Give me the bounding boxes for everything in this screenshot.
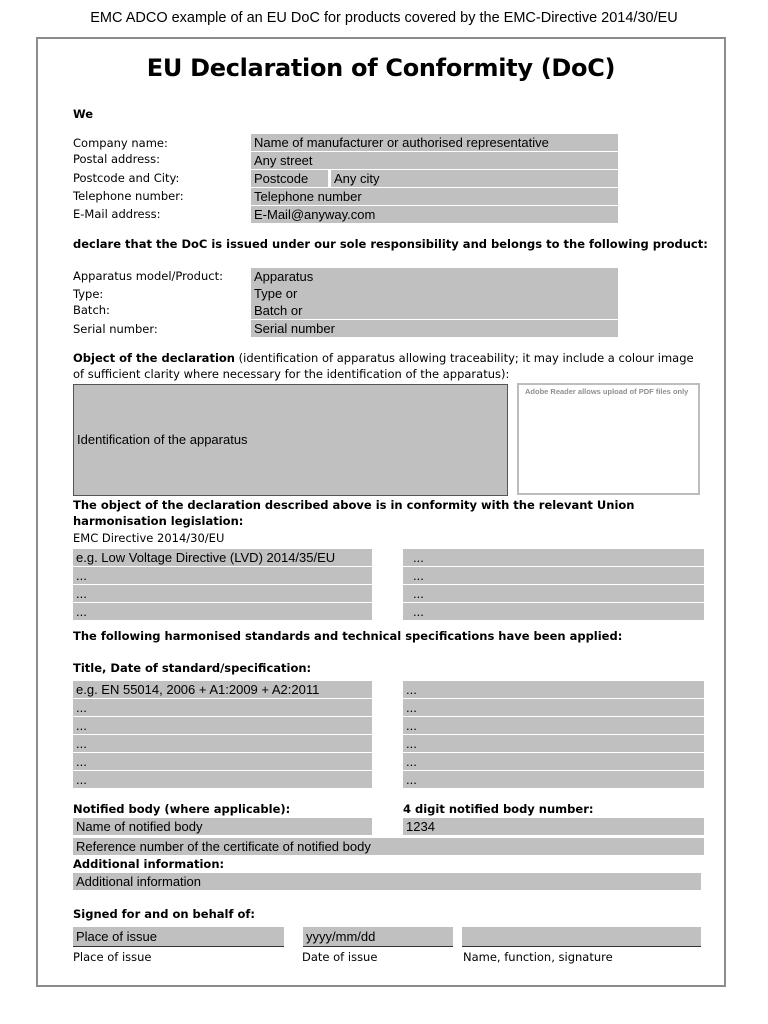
object-description: (identification of apparatus allowing traceability; it may include a colour image of sufficient clarity where necessary for the identification of the apparatus): xyxy=(73,351,694,381)
notified-body-label: Notified body (where applicable): xyxy=(73,802,291,816)
additional-info-field[interactable]: Additional information xyxy=(73,873,701,890)
city-field[interactable]: Any city xyxy=(331,170,618,187)
batch-field[interactable]: Batch or xyxy=(251,302,618,319)
postcode-city-label: Postcode and City: xyxy=(73,171,180,185)
notified-number-field[interactable]: 1234 xyxy=(403,818,704,835)
standard-field-right[interactable]: ... xyxy=(403,735,704,752)
we-label: We xyxy=(73,107,94,121)
legislation-field-right[interactable]: ... xyxy=(403,549,704,566)
email-field[interactable]: E-Mail@anyway.com xyxy=(251,206,618,223)
legislation-field[interactable]: e.g. Low Voltage Directive (LVD) 2014/35/EU xyxy=(73,549,372,566)
legislation-field-right[interactable]: ... xyxy=(403,603,704,620)
standard-field[interactable]: ... xyxy=(73,771,372,788)
company-name-label: Company name: xyxy=(73,136,168,150)
standard-field[interactable]: ... xyxy=(73,699,372,716)
date-of-issue-field[interactable]: yyyy/mm/dd xyxy=(303,927,453,947)
standard-field[interactable]: ... xyxy=(73,717,372,734)
standards-heading: The following harmonised standards and technical specifications have been applied: xyxy=(73,629,623,643)
notified-number-label: 4 digit notified body number: xyxy=(403,802,594,816)
place-caption: Place of issue xyxy=(73,950,152,964)
upload-note: Adobe Reader allows upload of PDF files only xyxy=(525,387,689,396)
legislation-field[interactable]: ... xyxy=(73,567,372,584)
batch-label: Batch: xyxy=(73,303,110,317)
notified-body-field[interactable]: Name of notified body xyxy=(73,818,372,835)
standard-field[interactable]: e.g. EN 55014, 2006 + A1:2009 + A2:2011 xyxy=(73,681,372,698)
place-of-issue-field[interactable]: Place of issue xyxy=(73,927,284,947)
document-header: EMC ADCO example of an EU DoC for products covered by the EMC-Directive 2014/30/EU xyxy=(90,10,678,26)
image-upload-box[interactable] xyxy=(517,383,700,495)
object-heading: Object of the declaration xyxy=(73,351,235,365)
signature-field[interactable] xyxy=(462,927,701,947)
serial-field[interactable]: Serial number xyxy=(251,320,618,337)
postal-address-field[interactable]: Any street xyxy=(251,152,618,169)
legislation-field[interactable]: ... xyxy=(73,603,372,620)
date-caption: Date of issue xyxy=(302,950,378,964)
page-title: EU Declaration of Conformity (DoC) xyxy=(146,54,616,82)
telephone-field[interactable]: Telephone number xyxy=(251,188,618,205)
serial-label: Serial number: xyxy=(73,322,158,336)
type-label: Type: xyxy=(73,287,104,301)
standards-title-label: Title, Date of standard/specification: xyxy=(73,661,312,675)
email-label: E-Mail address: xyxy=(73,207,161,221)
additional-info-label: Additional information: xyxy=(73,857,225,871)
emc-directive: EMC Directive 2014/30/EU xyxy=(73,531,225,545)
type-field[interactable]: Type or xyxy=(251,285,618,302)
apparatus-label: Apparatus model/Product: xyxy=(73,269,223,283)
declare-text: declare that the DoC is issued under our sole responsibility and belongs to the following product: xyxy=(73,237,708,251)
standard-field-right[interactable]: ... xyxy=(403,699,704,716)
object-paragraph xyxy=(73,350,701,382)
standard-field-right[interactable]: ... xyxy=(403,771,704,788)
telephone-label: Telephone number: xyxy=(73,189,184,203)
identification-field[interactable]: Identification of the apparatus xyxy=(73,384,508,496)
legislation-field[interactable]: ... xyxy=(73,585,372,602)
conformity-text: The object of the declaration described above is in conformity with the relevant Union harmonisation legislation: xyxy=(73,498,635,528)
legislation-field-right[interactable]: ... xyxy=(403,585,704,602)
company-name-field[interactable]: Name of manufacturer or authorised representative xyxy=(251,134,618,151)
signature-caption: Name, function, signature xyxy=(463,950,613,964)
signed-label: Signed for and on behalf of: xyxy=(73,907,255,921)
standard-field-right[interactable]: ... xyxy=(403,753,704,770)
postcode-field[interactable]: Postcode xyxy=(251,170,328,187)
legislation-field-right[interactable]: ... xyxy=(403,567,704,584)
standard-field-right[interactable]: ... xyxy=(403,681,704,698)
standard-field[interactable]: ... xyxy=(73,753,372,770)
standard-field-right[interactable]: ... xyxy=(403,717,704,734)
standard-field[interactable]: ... xyxy=(73,735,372,752)
apparatus-field[interactable]: Apparatus xyxy=(251,268,618,285)
postal-address-label: Postal address: xyxy=(73,152,161,166)
certificate-field[interactable]: Reference number of the certificate of notified body xyxy=(73,838,704,855)
